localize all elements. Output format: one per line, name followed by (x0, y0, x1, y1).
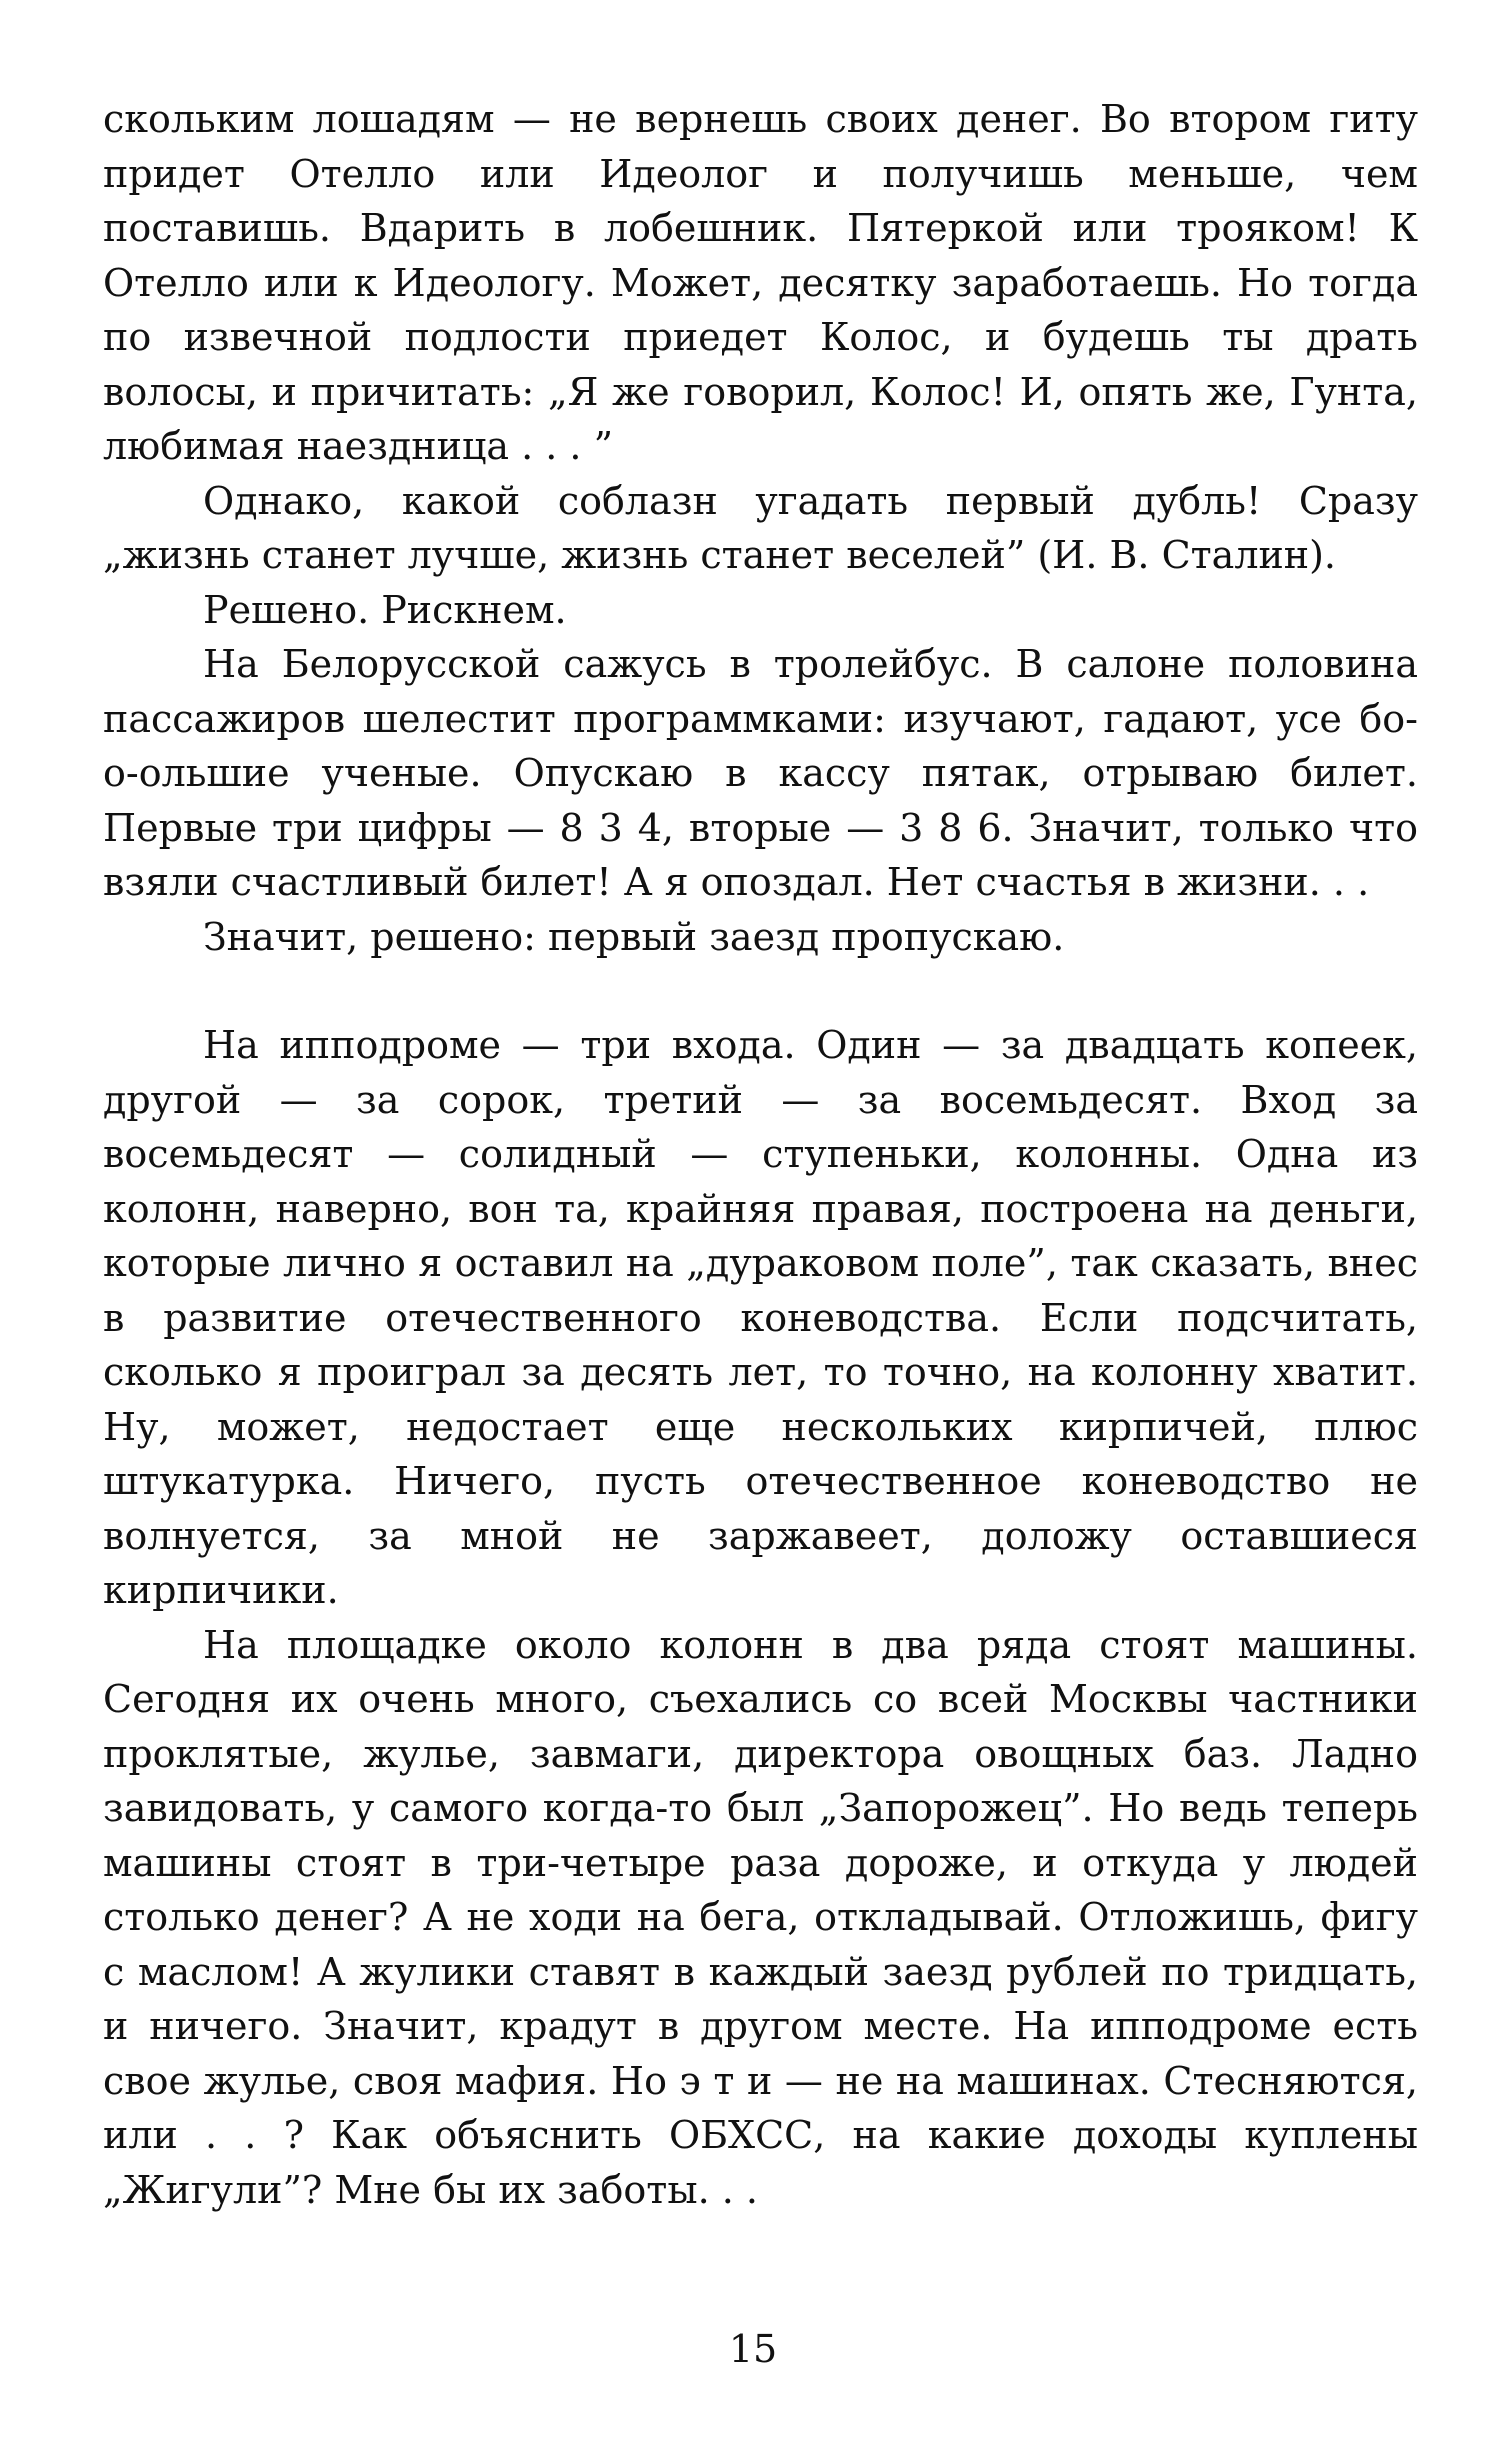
paragraph-5: Значит, решено: первый заезд пропускаю. (203, 914, 1065, 959)
section-break (103, 964, 1418, 1018)
paragraph-4: На Белорусской сажусь в тролейбус. В салоне половина пассажиров шелестит программками: изучают, гадают, усе бо-о-ольшие ученые. Опускаю в кассу пятак, отрываю билет. Первые три цифры — 8 3 4, вторые — 3 8 6. Значит, только что взяли счастливый билет! А я опоздал. Нет счастья в жизни. . . (103, 642, 1418, 904)
paragraph-7: На площадке около колонн в два ряда стоят машины. Сегодня их очень много, съехались со всей Москвы частники проклятые, жулье, завмаги, директора овощных баз. Ладно завидовать, у самого когда-то был „Запорожец”. Но ведь теперь машины стоят в три-четыре раза дороже, и откуда у людей столько денег? А не ходи на бега, откладывай. Отложишь, фигу с маслом! А жулики ставят в каждый заезд рублей по тридцать, и ничего. Значит, крадут в другом месте. На ипподроме есть свое жулье, своя мафия. Но э т и — не на машинах. Стесняются, или . . ? Как объяснить ОБХСС, на какие доходы куплены „Жигули”? Мне бы их заботы. . . (103, 1622, 1418, 2212)
paragraph-3: Решено. Рискнем. (203, 587, 567, 632)
paragraph-1: скольким лошадям — не вернешь своих денег. Во втором гиту придет Отелло или Идеолог и получишь меньше, чем поставишь. Вдарить в лобешник. Пятеркой или трояком! К Отелло или к Идеологу. Может, десятку заработаешь. Но тогда по извечной подлости приедет Колос, и будешь ты драть волосы, и причитать: „Я же говорил, Колос! И, опять же, Гунта, любимая наездница . . . ” (103, 97, 1418, 468)
page-number: 15 (728, 2327, 778, 2371)
paragraph-6: На ипподроме — три входа. Один — за двадцать копеек, другой — за сорок, третий — за восемьдесят. Вход за восемьдесят — солидный — ступеньки, колонны. Одна из колонн, наверно, вон та, крайняя правая, построена на деньги, которые лично я оставил на „дураковом поле”, так сказать, внес в развитие отечественного коневодства. Если подсчитать, сколько я проиграл за десять лет, то точно, на колонну хватит. Ну, может, недостает еще нескольких кирпичей, плюс штукатурка. Ничего, пусть отечественное коневодство не волнуется, за мной не заржавеет, доложу оставшиеся кирпичики. (103, 1023, 1418, 1612)
page-body (103, 92, 1418, 2217)
paragraph-2: Однако, какой соблазн угадать первый дубль! Сразу „жизнь станет лучше, жизнь станет веселей” (И. В. Сталин). (103, 478, 1418, 577)
